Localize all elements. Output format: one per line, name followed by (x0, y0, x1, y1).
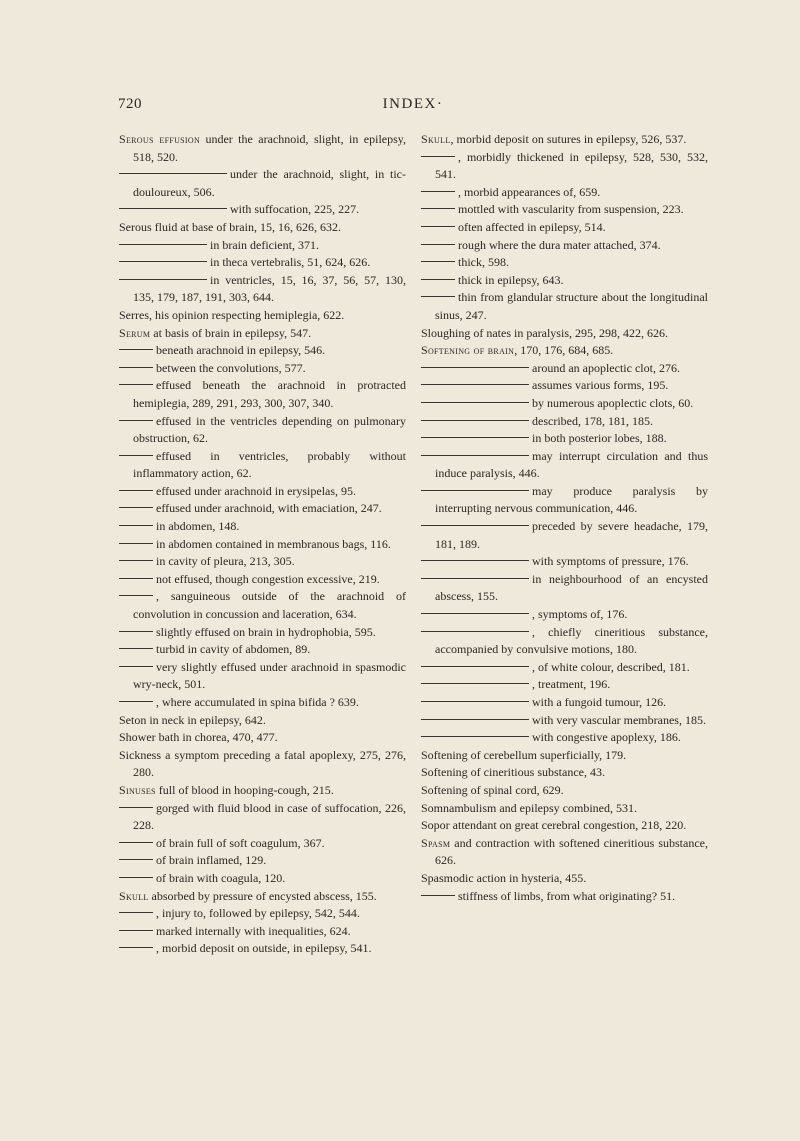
ditto-dash (119, 930, 153, 931)
entry-text: , injury to, followed by epilepsy, 542, 544. (156, 906, 360, 921)
index-entry (119, 342, 406, 360)
entry-text: of brain full of soft coagulum, 367. (156, 835, 325, 850)
index-entry (119, 624, 406, 642)
index-entry (421, 817, 708, 835)
index-entry (119, 729, 406, 747)
entry-text: effused beneath the arachnoid in protracted hemiplegia, 289, 291, 293, 300, 307, 340. (133, 378, 406, 410)
index-entry (119, 201, 406, 219)
entry-headword: Sinuses (119, 782, 156, 797)
running-title: INDEX· (382, 96, 444, 112)
index-entry (119, 888, 406, 906)
index-entry (119, 536, 406, 554)
index-entry (421, 201, 708, 219)
entry-text: Seton in neck in epilepsy, 642. (119, 712, 266, 727)
index-entry (421, 272, 708, 290)
index-entry (119, 448, 406, 483)
ditto-dash (119, 648, 153, 649)
ditto-dash (421, 455, 529, 456)
ditto-dash (421, 402, 529, 403)
index-entry (119, 166, 406, 201)
index-entry (421, 888, 708, 906)
index-entry (421, 342, 708, 360)
entry-text: effused under arachnoid, with emaciation, 247. (156, 501, 382, 516)
entry-text: thin from glandular structure about the longitudinal sinus, 247. (435, 290, 708, 322)
ditto-dash (119, 807, 153, 808)
entry-text: Sloughing of nates in paralysis, 295, 298, 422, 626. (421, 325, 668, 340)
index-entry (119, 747, 406, 782)
entry-text: in ventricles, 15, 16, 37, 56, 57, 130, 135, 179, 187, 191, 303, 644. (133, 272, 406, 305)
ditto-dash (119, 578, 153, 579)
index-entry (421, 360, 708, 378)
entry-text: absorbed by pressure of encysted abscess, 155. (148, 888, 377, 903)
entry-headword: Spasm (421, 835, 451, 850)
index-entry (119, 219, 406, 237)
ditto-dash (119, 420, 153, 421)
entry-text: gorged with fluid blood in case of suffocation, 226, 228. (133, 800, 406, 833)
entry-text: not effused, though congestion excessive, 219. (156, 571, 380, 586)
entry-text: Softening of cerebellum superficially, 179. (421, 747, 627, 762)
entry-text: may interrupt circulation and thus induce paralysis, 446. (435, 448, 708, 481)
index-entry (119, 852, 406, 870)
index-entry (119, 923, 406, 941)
index-entry (119, 782, 406, 800)
index-column-right (421, 131, 708, 905)
index-entry (119, 518, 406, 536)
ditto-dash (421, 156, 455, 157)
ditto-dash (421, 683, 529, 684)
index-entry (421, 764, 708, 782)
ditto-dash (119, 367, 153, 368)
ditto-dash (119, 666, 153, 667)
entry-text: Somnambulism and epilepsy combined, 531. (421, 800, 637, 815)
entry-text: in both posterior lobes, 188. (532, 431, 667, 446)
index-entry (421, 712, 708, 730)
entry-text: preceded by severe headache, 179, 181, 189. (435, 519, 708, 551)
ditto-dash (421, 578, 529, 579)
entry-text: full of blood in hooping-cough, 215. (155, 782, 334, 797)
index-entry (119, 800, 406, 835)
entry-text: , morbid deposit on sutures in epilepsy, 526, 537. (450, 132, 687, 146)
entry-text: marked internally with inequalities, 624. (156, 923, 351, 938)
entry-text: Shower bath in chorea, 470, 477. (119, 730, 278, 745)
entry-text: by numerous apoplectic clots, 60. (532, 395, 694, 410)
entry-text: thick, 598. (458, 255, 509, 270)
index-entry (421, 518, 708, 553)
entry-text: Sopor attendant on great cerebral congestion, 218, 220. (421, 818, 687, 833)
entry-text: and contraction with softened cineritious substance, 626. (435, 835, 708, 868)
index-entry (421, 870, 708, 888)
ditto-dash (119, 490, 153, 491)
ditto-dash (119, 261, 207, 262)
index-entry (119, 835, 406, 853)
index-entry (119, 131, 406, 166)
index-entry (421, 694, 708, 712)
ditto-dash (119, 543, 153, 544)
index-entry (421, 149, 708, 184)
index-entry (421, 377, 708, 395)
ditto-dash (421, 226, 455, 227)
entry-headword: Softening of brain (421, 343, 515, 358)
ditto-dash (119, 208, 227, 209)
index-entry (119, 483, 406, 501)
index-entry (119, 377, 406, 412)
index-column-left (119, 131, 406, 958)
ditto-dash (421, 613, 529, 614)
entry-text: in neighbourhood of an encysted abscess, 155. (435, 571, 708, 604)
index-entry (119, 500, 406, 518)
index-entry (421, 184, 708, 202)
entry-text: under the arachnoid, slight, in tic-douloureux, 506. (133, 167, 406, 199)
entry-text: Serous fluid at base of brain, 15, 16, 626, 632. (119, 219, 341, 234)
ditto-dash (421, 244, 455, 245)
index-entry (119, 272, 406, 307)
entry-text: , symptoms of, 176. (532, 607, 628, 622)
ditto-dash (119, 279, 207, 280)
entry-text: in brain deficient, 371. (210, 237, 319, 252)
entry-text: , treatment, 196. (532, 677, 611, 692)
entry-text: with congestive apoplexy, 186. (532, 730, 681, 745)
index-entry (119, 307, 406, 325)
index-entry (421, 659, 708, 677)
index-entry (119, 712, 406, 730)
ditto-dash (421, 666, 529, 667)
entry-text: of brain inflamed, 129. (156, 853, 267, 868)
ditto-dash (119, 173, 227, 174)
index-entry (421, 254, 708, 272)
ditto-dash (421, 420, 529, 421)
index-entry (421, 483, 708, 518)
entry-text: , where accumulated in spina bifida ? 639. (156, 695, 359, 709)
ditto-dash (119, 595, 153, 596)
index-entry (119, 413, 406, 448)
ditto-dash (119, 244, 207, 245)
index-entry (119, 360, 406, 378)
ditto-dash (421, 701, 529, 702)
index-entry (421, 395, 708, 413)
index-entry (119, 870, 406, 888)
entry-text: Sickness a symptom preceding a fatal apoplexy, 275, 276, 280. (119, 747, 406, 780)
entry-text: effused in ventricles, probably without inflammatory action, 62. (133, 448, 406, 481)
ditto-dash (421, 719, 529, 720)
entry-headword: Serous effusion (119, 132, 201, 146)
index-entry (119, 588, 406, 623)
index-entry (421, 289, 708, 324)
entry-text: at basis of brain in epilepsy, 547. (150, 325, 312, 340)
entry-text: in theca vertebralis, 51, 624, 626. (210, 255, 371, 270)
entry-text: Softening of spinal cord, 629. (421, 782, 564, 797)
entry-text: between the convolutions, 577. (156, 360, 306, 375)
entry-text: Softening of cineritious substance, 43. (421, 765, 605, 780)
ditto-dash (119, 349, 153, 350)
ditto-dash (119, 701, 153, 702)
ditto-dash (421, 525, 529, 526)
entry-text: in cavity of pleura, 213, 305. (156, 554, 295, 569)
entry-text: , morbid deposit on outside, in epilepsy, 541. (156, 941, 372, 956)
page-header (118, 96, 708, 116)
index-entry (421, 835, 708, 870)
entry-text: , of white colour, described, 181. (532, 659, 690, 674)
index-entry (119, 694, 406, 712)
entry-text: effused under arachnoid in erysipelas, 95. (156, 483, 357, 498)
entry-text: with symptoms of pressure, 176. (532, 554, 689, 569)
entry-text: , 170, 176, 684, 685. (514, 343, 614, 358)
index-entry (421, 571, 708, 606)
ditto-dash (421, 437, 529, 438)
ditto-dash (119, 842, 153, 843)
ditto-dash (421, 631, 529, 632)
entry-text: slightly effused on brain in hydrophobia, 595. (156, 624, 376, 639)
entry-text: , morbid appearances of, 659. (458, 184, 601, 199)
entry-text: beneath arachnoid in epilepsy, 546. (156, 343, 326, 358)
entry-text: assumes various forms, 195. (532, 378, 669, 393)
entry-text: described, 178, 181, 185. (532, 413, 653, 428)
index-entry (421, 800, 708, 818)
ditto-dash (421, 384, 529, 385)
ditto-dash (421, 191, 455, 192)
index-entry (421, 676, 708, 694)
entry-text: often affected in epilepsy, 514. (458, 219, 606, 234)
index-entry (421, 413, 708, 431)
ditto-dash (119, 859, 153, 860)
entry-text: under the arachnoid, slight, in epilepsy, 518, 520. (133, 132, 406, 164)
entry-text: effused in the ventricles depending on pulmonary obstruction, 62. (133, 413, 406, 446)
ditto-dash (119, 525, 153, 526)
ditto-dash (421, 279, 455, 280)
entry-headword: Skull (421, 132, 451, 146)
index-entry (119, 659, 406, 694)
entry-text: in abdomen, 148. (156, 519, 240, 534)
index-entry (421, 430, 708, 448)
ditto-dash (119, 877, 153, 878)
index-entry (421, 729, 708, 747)
index-entry (421, 237, 708, 255)
entry-text: , sanguineous outside of the arachnoid of convolution in concussion and laceration, 634. (133, 589, 406, 622)
index-entry (119, 940, 406, 958)
index-entry (421, 553, 708, 571)
ditto-dash (421, 560, 529, 561)
entry-text: Spasmodic action in hysteria, 455. (421, 870, 587, 885)
entry-text: , morbidly thickened in epilepsy, 528, 530, 532, 541. (435, 149, 708, 182)
ditto-dash (421, 367, 529, 368)
index-entry (119, 571, 406, 589)
index-entry (421, 747, 708, 765)
ditto-dash (119, 912, 153, 913)
index-entry (119, 905, 406, 923)
ditto-dash (119, 507, 153, 508)
index-entry (119, 325, 406, 343)
entry-text: , chiefly cineritious substance, accompanied by convulsive motions, 180. (435, 624, 708, 657)
ditto-dash (119, 947, 153, 948)
index-entry (421, 325, 708, 343)
index-entry (421, 131, 708, 149)
entry-text: may produce paralysis by interrupting nervous communication, 446. (435, 483, 708, 516)
entry-text: rough where the dura mater attached, 374. (458, 237, 661, 252)
index-entry (421, 219, 708, 237)
index-entry (421, 782, 708, 800)
ditto-dash (421, 490, 529, 491)
entry-text: stiffness of limbs, from what originating? 51. (458, 888, 676, 903)
entry-text: with suffocation, 225, 227. (230, 202, 360, 217)
ditto-dash (119, 631, 153, 632)
index-entry (119, 641, 406, 659)
index-entry (119, 254, 406, 272)
ditto-dash (421, 895, 455, 896)
ditto-dash (421, 296, 455, 297)
ditto-dash (421, 736, 529, 737)
ditto-dash (119, 560, 153, 561)
index-entry (421, 448, 708, 483)
entry-text: around an apoplectic clot, 276. (532, 360, 680, 375)
page-number: 720 (118, 96, 142, 112)
ditto-dash (119, 455, 153, 456)
index-entry (119, 237, 406, 255)
entry-text: mottled with vascularity from suspension, 223. (458, 202, 684, 217)
ditto-dash (421, 261, 455, 262)
entry-text: thick in epilepsy, 643. (458, 272, 564, 287)
index-entry (421, 606, 708, 624)
entry-text: Serres, his opinion respecting hemiplegia, 622. (119, 307, 345, 322)
entry-text: with a fungoid tumour, 126. (532, 695, 667, 709)
entry-text: turbid in cavity of abdomen, 89. (156, 642, 311, 657)
ditto-dash (421, 208, 455, 209)
index-entry (421, 624, 708, 659)
entry-text: in abdomen contained in membranous bags, 116. (156, 536, 391, 551)
entry-text: with very vascular membranes, 185. (532, 712, 706, 727)
entry-headword: Serum (119, 325, 151, 340)
index-entry (119, 553, 406, 571)
entry-text: very slightly effused under arachnoid in spasmodic wry-neck, 501. (133, 659, 406, 692)
ditto-dash (119, 384, 153, 385)
entry-headword: Skull (119, 888, 149, 903)
entry-text: of brain with coagula, 120. (156, 870, 286, 885)
